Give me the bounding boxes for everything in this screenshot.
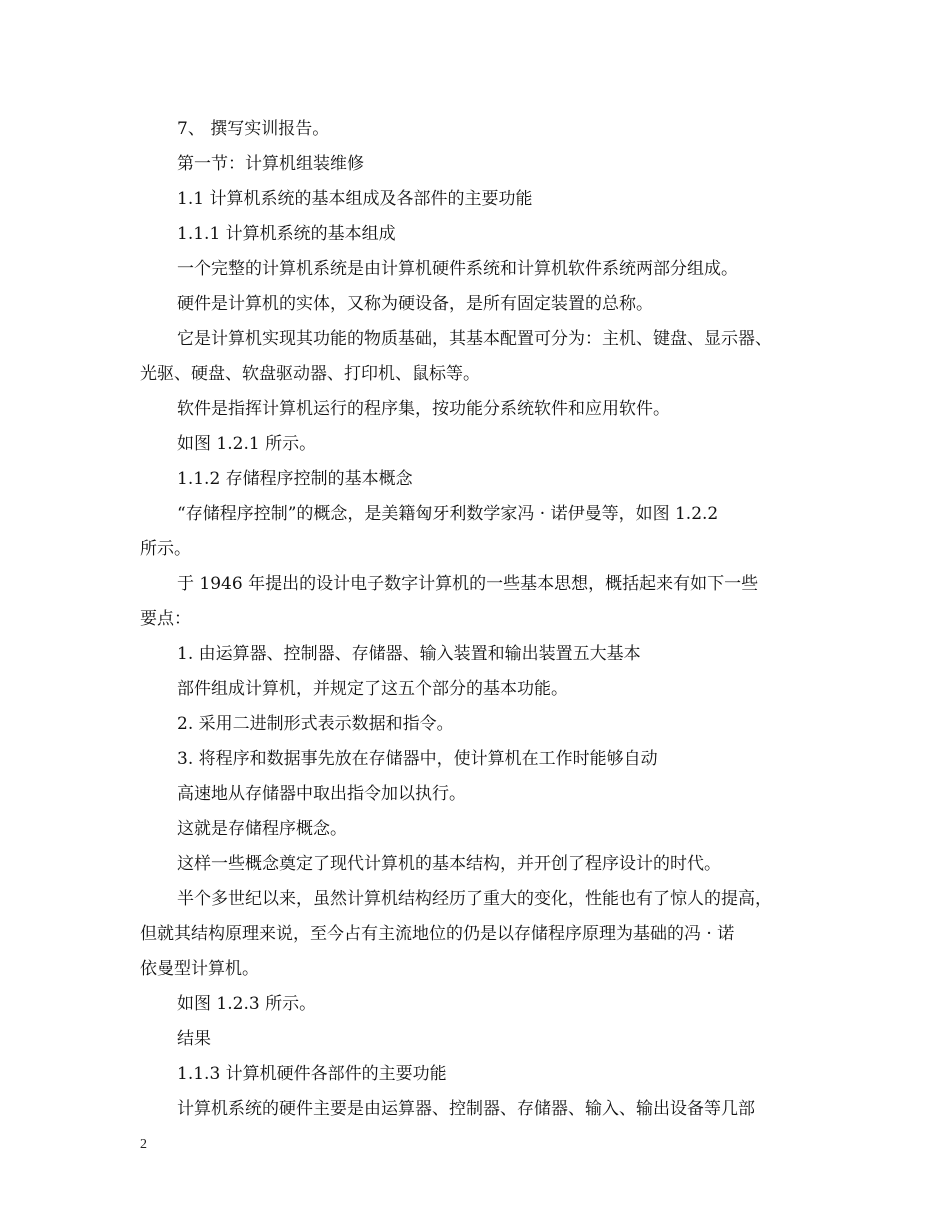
list-item-continuation: 高速地从存储器中取出指令加以执行。 [177, 784, 466, 804]
paragraph-line: 这就是存储程序概念。 [177, 819, 347, 839]
paragraph-line: 结果 [177, 1029, 211, 1049]
section-heading: 第一节：计算机组装维修 [177, 154, 364, 174]
paragraph-line: 软件是指挥计算机运行的程序集，按功能分系统软件和应用软件。 [177, 399, 670, 419]
paragraph-line: 半个多世纪以来，虽然计算机结构经历了重大的变化，性能也有了惊人的提高， [177, 889, 772, 909]
paragraph-line: 一个完整的计算机系统是由计算机硬件系统和计算机软件系统两部分组成。 [177, 259, 738, 279]
paragraph-line: 光驱、硬盘、软盘驱动器、打印机、鼠标等。 [140, 364, 480, 384]
paragraph-line: 7、 撰写实训报告。 [177, 119, 330, 139]
figure-reference: 如图 1.2.3 所示。 [177, 994, 317, 1014]
subsection-heading: 1.1.2 存储程序控制的基本概念 [177, 469, 413, 489]
page-number: 2 [140, 1137, 147, 1152]
paragraph-line: 它是计算机实现其功能的物质基础，其基本配置可分为：主机、键盘、显示器、 [177, 329, 772, 349]
figure-reference: 如图 1.2.1 所示。 [177, 434, 317, 454]
subsection-heading: 1.1.3 计算机硬件各部件的主要功能 [177, 1064, 447, 1084]
subsection-heading: 1.1.1 计算机系统的基本组成 [177, 224, 396, 244]
list-item: 2. 采用二进制形式表示数据和指令。 [177, 714, 454, 734]
paragraph-line: 于 1946 年提出的设计电子数字计算机的一些基本思想，概括起来有如下一些 [177, 574, 759, 594]
list-item-continuation: 部件组成计算机，并规定了这五个部分的基本功能。 [177, 679, 568, 699]
paragraph-line: 计算机系统的硬件主要是由运算器、控制器、存储器、输入、输出设备等几部 [177, 1099, 755, 1119]
paragraph-line: 要点： [140, 609, 191, 629]
paragraph-line: 这样一些概念奠定了现代计算机的基本结构，并开创了程序设计的时代。 [177, 854, 721, 874]
paragraph-line: 所示。 [140, 539, 191, 559]
paragraph-line: “存储程序控制”的概念，是美籍匈牙利数学家冯 · 诺伊曼等，如图 1.2.2 [177, 504, 719, 524]
list-item: 1. 由运算器、控制器、存储器、输入装置和输出装置五大基本 [177, 644, 641, 664]
paragraph-line: 但就其结构原理来说，至今占有主流地位的仍是以存储程序原理为基础的冯 · 诺 [140, 924, 735, 944]
section-heading: 1.1 计算机系统的基本组成及各部件的主要功能 [177, 189, 533, 209]
list-item: 3. 将程序和数据事先放在存储器中，使计算机在工作时能够自动 [177, 749, 658, 769]
paragraph-line: 硬件是计算机的实体，又称为硬设备，是所有固定装置的总称。 [177, 294, 653, 314]
paragraph-line: 依曼型计算机。 [140, 959, 259, 979]
